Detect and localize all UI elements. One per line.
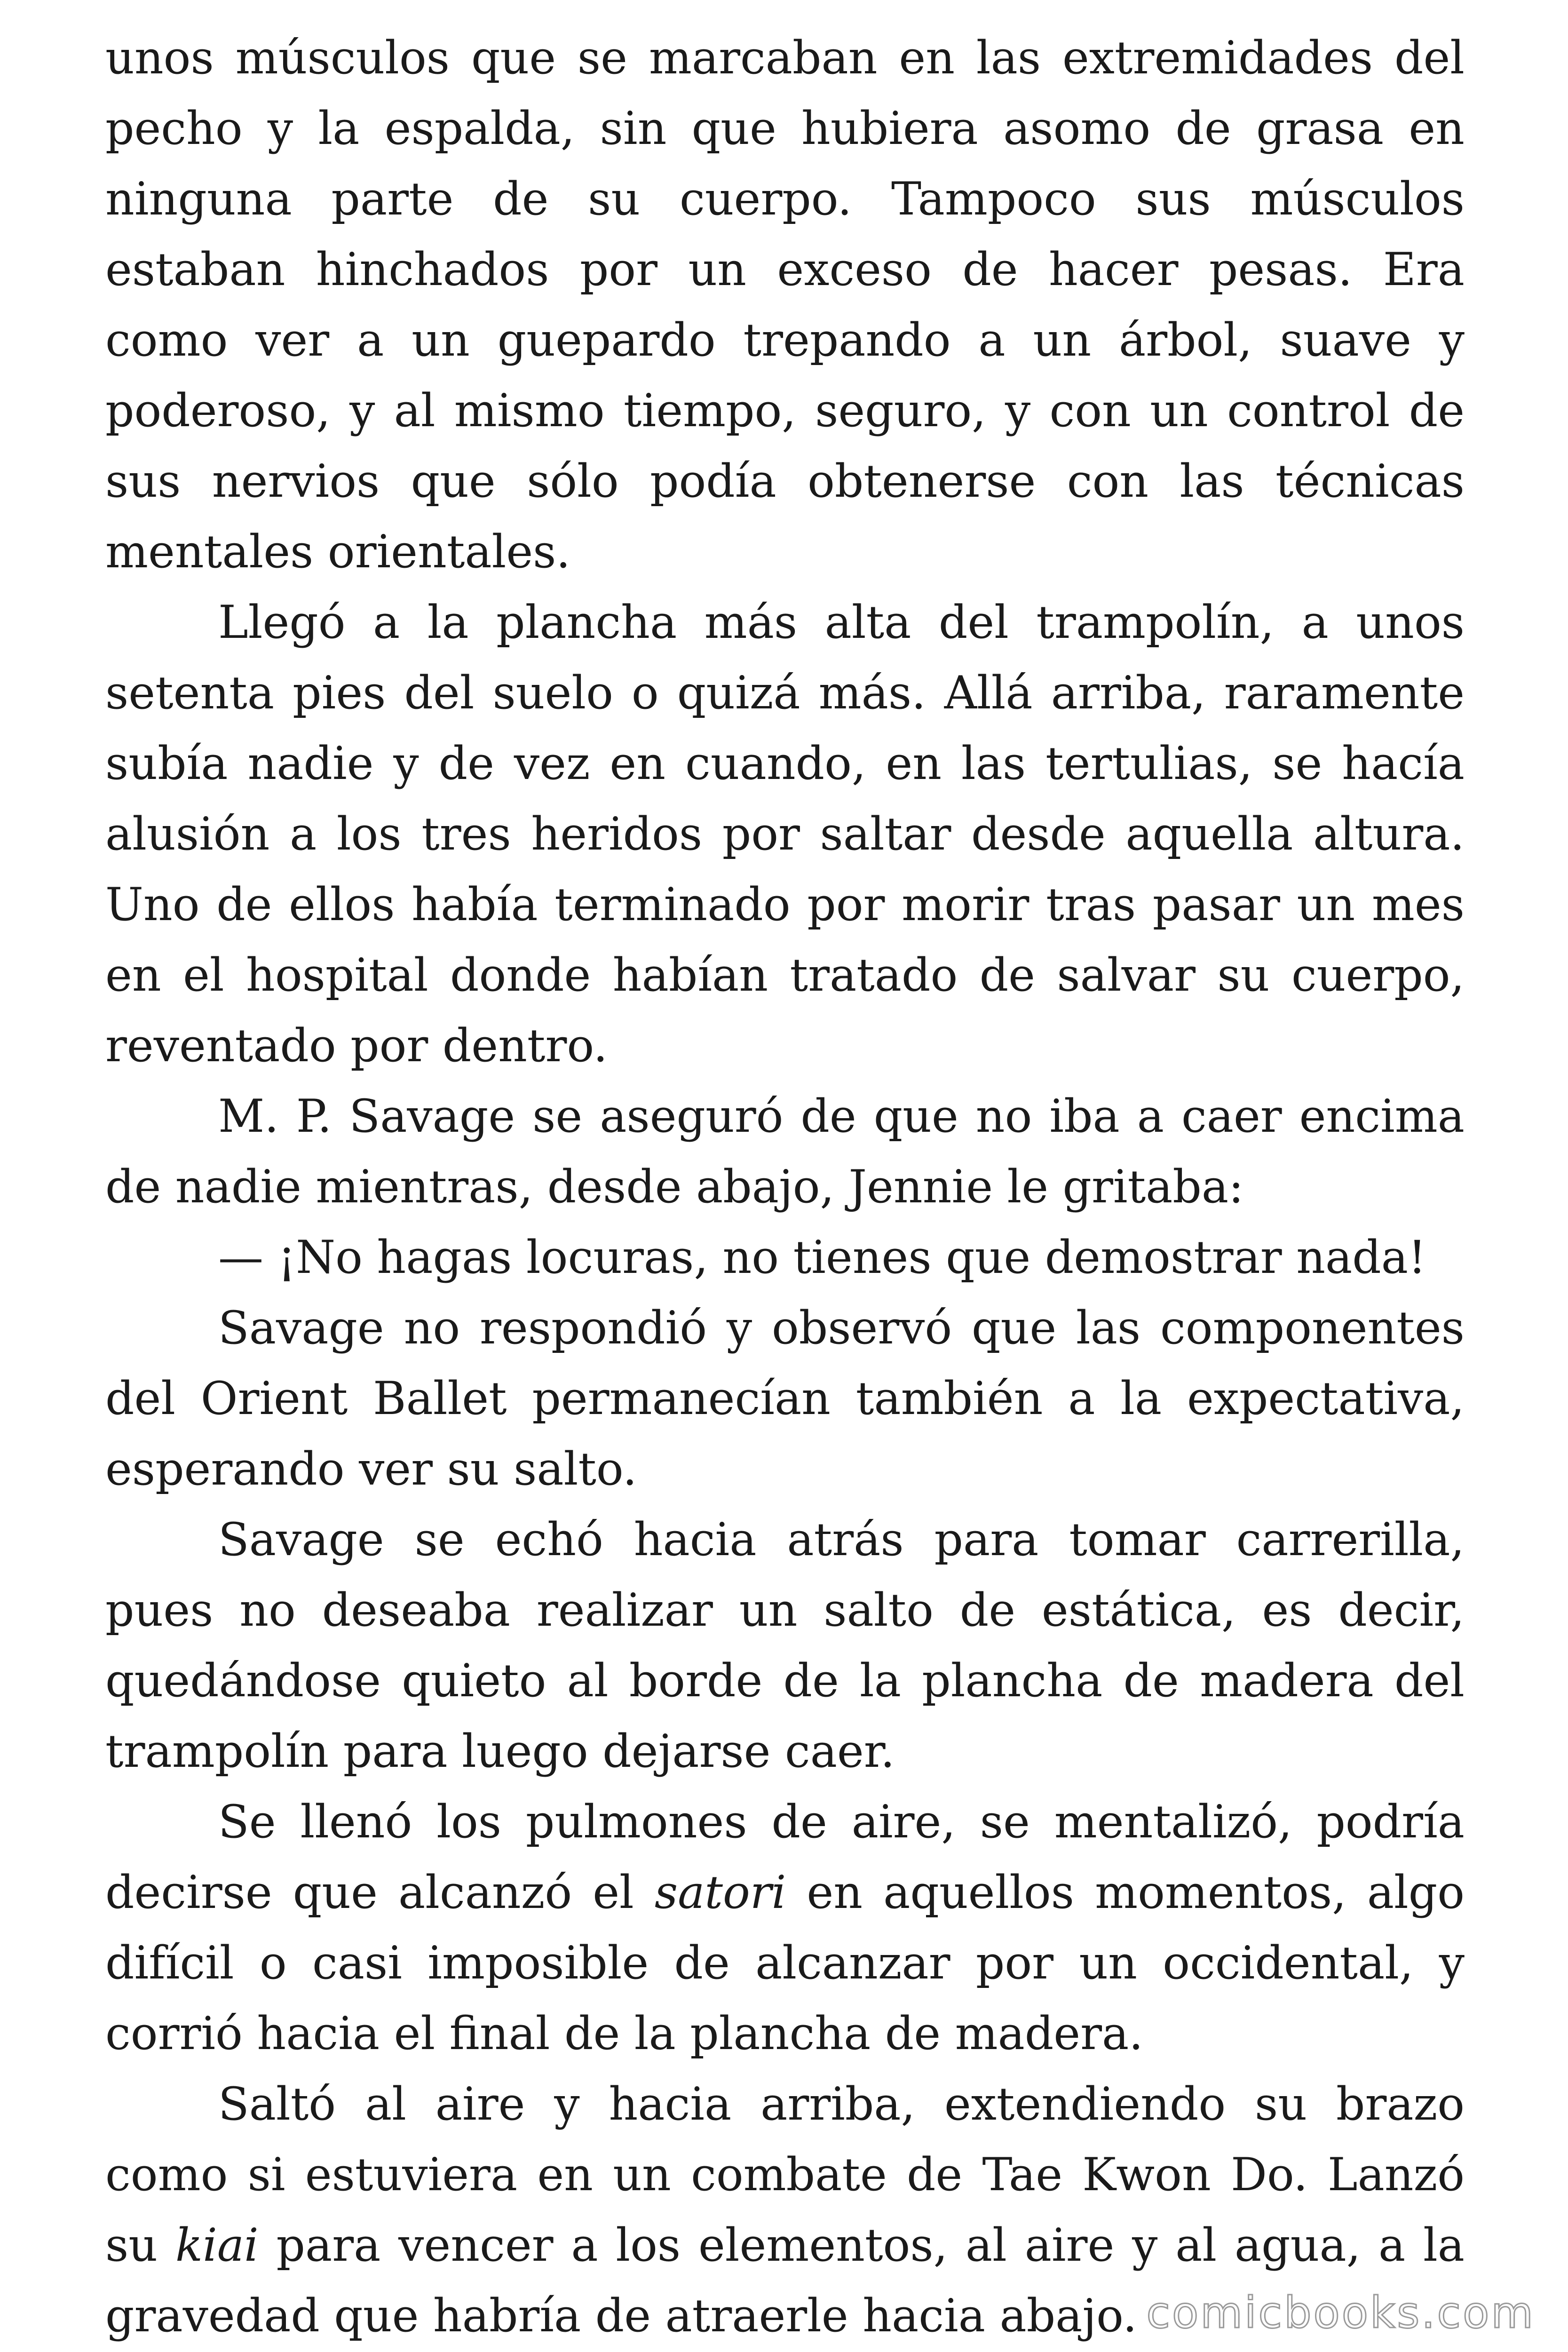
text-run: Saltó al aire y hacia arriba, extendiendo su brazo como si estuviera en un combate de Tae Kwon Do. Lanzó su (105, 2078, 1465, 2272)
paragraph: unos músculos que se marcaban en las extremidades del pecho y la espalda, sin que hubiera asomo de grasa en ninguna parte de su cuerpo. Tampoco sus músculos estaban hinchados por un exceso de hacer pesas. Era como ver a un guepardo trepando a un árbol, suave y poderoso, y al mismo tiempo, seguro, y con un control de sus nervios que sólo podía obtenerse con las técnicas mentales orientales. (105, 32, 1465, 578)
paragraph: M. P. Savage se aseguró de que no iba a caer encima de nadie mientras, desde abajo, Jennie le gritaba: (105, 1090, 1465, 1213)
paragraph: Llegó a la plancha más alta del trampolín, a unos setenta pies del suelo o quizá más. Allá arriba, raramente subía nadie y de vez en cuando, en las tertulias, se hacía alusión a los tres heridos por saltar desde aquella altura. Uno de ellos había terminado por morir tras pasar un mes en el hospital donde habían tratado de salvar su cuerpo, reventado por dentro. (105, 596, 1465, 1072)
text-run: en aquellos momentos, algo difícil o casi imposible de alcanzar por un occidental, y corrió hacia el final de la plancha de madera. (105, 1866, 1465, 2060)
watermark: comicbooks.com (1146, 2288, 1535, 2338)
italic-term: kiai (175, 2219, 259, 2272)
paragraph (105, 1787, 1465, 2069)
dialogue-line: — ¡No hagas locuras, no tienes que demostrar nada! (218, 1231, 1426, 1284)
paragraph: Savage se echó hacia atrás para tomar carrerilla, pues no deseaba realizar un salto de estática, es decir, quedándose quieto al borde de la plancha de madera del trampolín para luego dejarse caer. (105, 1513, 1465, 1778)
text-run: Se llenó los pulmones de aire, se mentalizó, podría decirse que alcanzó el (105, 1796, 1465, 1919)
paragraph: Savage no respondió y observó que las componentes del Orient Ballet permanecían también a la expectativa, esperando ver su salto. (105, 1302, 1465, 1495)
page-body (105, 23, 1465, 2352)
italic-term: satori (654, 1866, 786, 1919)
text-run: para vencer a los elementos, al aire y al agua, a la gravedad que habría de atraerle hacia abajo. (105, 2219, 1465, 2342)
